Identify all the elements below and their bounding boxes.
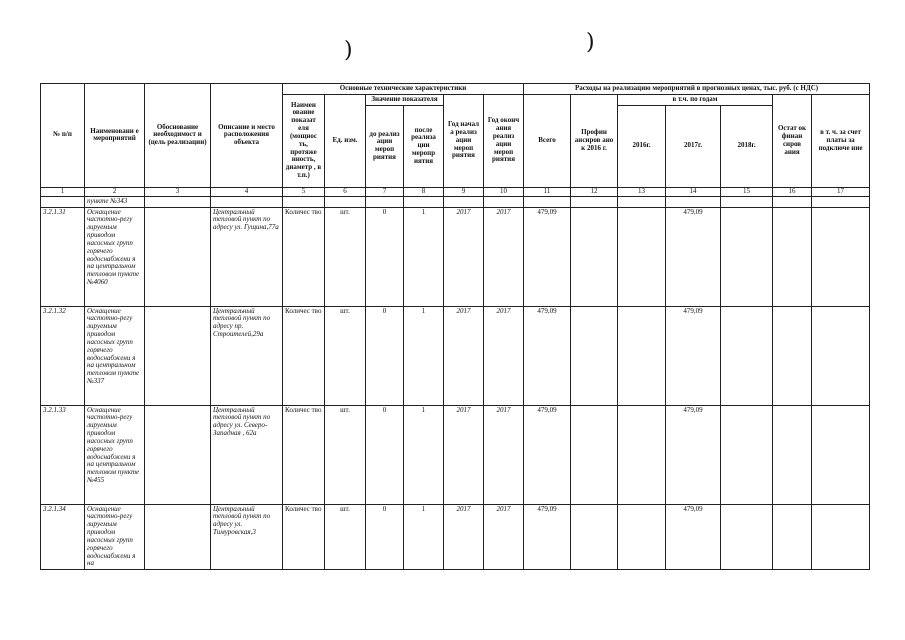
row-value-after: 1	[404, 405, 444, 504]
row-fee	[812, 405, 870, 504]
header-by-years: в т.ч. по годам	[618, 94, 773, 105]
header-total: Всего	[524, 94, 571, 187]
row-value-before: 0	[366, 504, 404, 570]
header-name: Наименовани е мероприятий	[85, 84, 145, 188]
column-number: 14	[666, 187, 721, 196]
row-unit: шт.	[325, 504, 366, 570]
column-number: 11	[524, 187, 571, 196]
row-name: Оснащение частотно-регу лируемым приводом насосных групп горячего водоснабжени я на центральном тепловом пункте №337	[85, 306, 145, 405]
row-num: 3.2.1.32	[41, 306, 85, 405]
header-connection-fee: в т. ч. за счет платы за подключе ние	[812, 94, 870, 187]
column-number: 8	[404, 187, 444, 196]
row-year-end: 2017	[484, 405, 524, 504]
row-financed	[571, 504, 618, 570]
row-year-start: 2017	[444, 306, 484, 405]
row-num: 3.2.1.31	[41, 207, 85, 306]
row-2016	[618, 306, 666, 405]
row-indicator: Количес тво	[283, 207, 325, 306]
continuation-text: пункте №343	[85, 196, 145, 207]
row-num: 3.2.1.33	[41, 405, 85, 504]
row-fee	[812, 207, 870, 306]
row-year-end: 2017	[484, 306, 524, 405]
row-2016	[618, 405, 666, 504]
row-justification	[145, 207, 211, 306]
row-financed	[571, 405, 618, 504]
row-value-after: 1	[404, 306, 444, 405]
row-2017: 479,09	[666, 306, 721, 405]
row-name: Оснащение частотно-регу лируемым приводом насосных групп горячего водоснабжени я на центральном тепловом пункте №455	[85, 405, 145, 504]
column-number: 15	[721, 187, 773, 196]
row-description: Центральный тепловой пункт по адресу пр. Строителей,29а	[211, 306, 283, 405]
row-2017: 479,09	[666, 207, 721, 306]
table-row	[41, 306, 870, 405]
measures-table	[40, 83, 870, 570]
row-total: 479,09	[524, 405, 571, 504]
column-numbers-row	[41, 187, 870, 196]
header-value-group: Значение показателя	[366, 94, 444, 105]
row-description: Центральный тепловой пункт по адресу ул. Гущина,77а	[211, 207, 283, 306]
column-number: 13	[618, 187, 666, 196]
row-justification	[145, 504, 211, 570]
row-indicator: Количес тво	[283, 306, 325, 405]
column-number: 16	[773, 187, 812, 196]
row-num: 3.2.1.34	[41, 504, 85, 570]
row-year-start: 2017	[444, 504, 484, 570]
row-value-after: 1	[404, 504, 444, 570]
row-value-before: 0	[366, 306, 404, 405]
column-number: 5	[283, 187, 325, 196]
column-number: 7	[366, 187, 404, 196]
header-2016: 2016г.	[618, 105, 666, 187]
row-2016	[618, 207, 666, 306]
row-name: Оснащение частотно-регу лируемым приводом насосных групп горячего водоснабжени я на центральном тепловом пункте №4060	[85, 207, 145, 306]
column-number: 2	[85, 187, 145, 196]
header-2017: 2017г.	[666, 105, 721, 187]
column-number: 12	[571, 187, 618, 196]
row-unit: шт.	[325, 405, 366, 504]
row-indicator: Количес тво	[283, 405, 325, 504]
row-year-start: 2017	[444, 207, 484, 306]
header-tech-group: Основные технические характеристики	[283, 84, 524, 95]
row-unit: шт.	[325, 306, 366, 405]
row-value-after: 1	[404, 207, 444, 306]
column-number: 6	[325, 187, 366, 196]
row-total: 479,09	[524, 207, 571, 306]
row-total: 479,09	[524, 504, 571, 570]
page-mark-left: )	[344, 38, 353, 63]
header-unit: Ед. изм.	[325, 94, 366, 187]
header-description: Описание и место расположения объекта	[211, 84, 283, 188]
row-unit: шт.	[325, 207, 366, 306]
header-remainder: Остат ок финан сиров ания	[773, 94, 812, 187]
table-row	[41, 207, 870, 306]
header-expense-group: Расходы на реализацию мероприятий в прогнозных ценах, тыс. руб. (с НДС)	[524, 84, 870, 95]
row-financed	[571, 207, 618, 306]
column-number: 17	[812, 187, 870, 196]
row-2018	[721, 207, 773, 306]
row-year-start: 2017	[444, 405, 484, 504]
row-remainder	[773, 207, 812, 306]
row-value-before: 0	[366, 405, 404, 504]
row-remainder	[773, 405, 812, 504]
row-2017: 479,09	[666, 504, 721, 570]
header-indicator-name: Наимен ование показат еля (мощнос ть, протяже нность, диаметр , в т.п.)	[283, 94, 325, 187]
row-2018	[721, 306, 773, 405]
row-fee	[812, 504, 870, 570]
row-name: Оснащение частотно-регу лируемым приводом насосных групп горячего водоснабжени я на	[85, 504, 145, 570]
row-2018	[721, 504, 773, 570]
column-number: 4	[211, 187, 283, 196]
column-number: 10	[484, 187, 524, 196]
column-number: 3	[145, 187, 211, 196]
row-remainder	[773, 504, 812, 570]
continuation-row	[41, 196, 870, 207]
header-financed: Профин ансиров ано к 2016 г.	[571, 94, 618, 187]
header-num: № п/п	[41, 84, 85, 188]
row-remainder	[773, 306, 812, 405]
row-2017: 479,09	[666, 405, 721, 504]
column-number: 1	[41, 187, 85, 196]
row-2018	[721, 405, 773, 504]
header-value-before: до реализ ации мероп риятия	[366, 105, 404, 187]
page-mark-right: )	[586, 30, 595, 55]
header-2018: 2018г.	[721, 105, 773, 187]
row-justification	[145, 306, 211, 405]
row-indicator: Количес тво	[283, 504, 325, 570]
header-year-start: Год начал а реализ ации мероп риятия	[444, 94, 484, 187]
header-year-end: Год оконч ания реализ ации мероп риятия	[484, 94, 524, 187]
row-year-end: 2017	[484, 207, 524, 306]
row-total: 479,09	[524, 306, 571, 405]
row-description: Центральный тепловой пункт по адресу ул. Тимуровская,3	[211, 504, 283, 570]
row-value-before: 0	[366, 207, 404, 306]
row-fee	[812, 306, 870, 405]
row-description: Центральный тепловой пункт по адресу ул. Северо-Западная , 62а	[211, 405, 283, 504]
row-justification	[145, 405, 211, 504]
row-financed	[571, 306, 618, 405]
row-year-end: 2017	[484, 504, 524, 570]
table-row	[41, 504, 870, 570]
row-2016	[618, 504, 666, 570]
header-justification: Обоснование необходимост и (цель реализации)	[145, 84, 211, 188]
header-value-after: после реализа ции меропр иятия	[404, 105, 444, 187]
column-number: 9	[444, 187, 484, 196]
table-row	[41, 405, 870, 504]
